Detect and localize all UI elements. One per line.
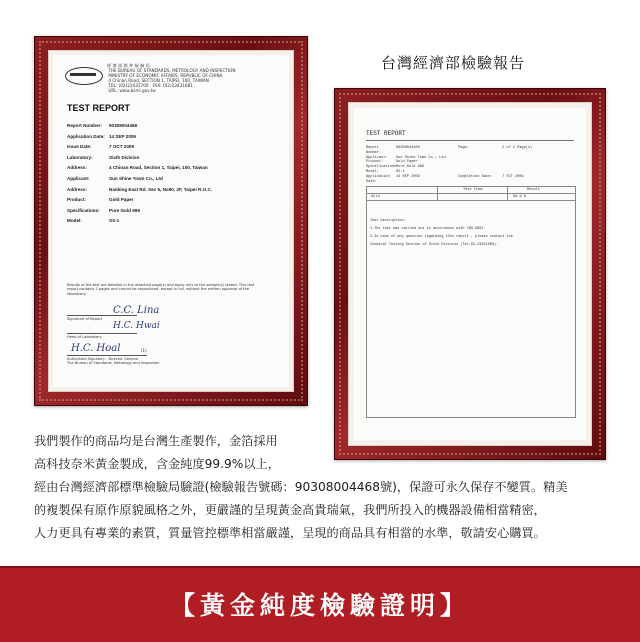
field-row — [67, 144, 267, 150]
agency-header — [65, 63, 279, 97]
field-key: Completion Date: — [458, 174, 493, 179]
field-key: Application Date: — [366, 174, 390, 184]
table-row — [367, 193, 575, 201]
field-value: Pure Gold 999 — [109, 207, 140, 213]
certificate-title: TEST REPORT — [366, 130, 406, 137]
test-description — [370, 217, 570, 249]
signature-caption: Authorized Signatory - Director General The Bureau of Standards, Metrology and Inspection — [67, 357, 160, 366]
header-cell: Test Item — [463, 188, 483, 192]
field-row — [67, 218, 267, 224]
field-value: 2 of 2 Page(s) — [502, 146, 533, 150]
field-value: SS-1 — [109, 218, 120, 224]
certificate-note: Results of the test are detailed in the attached page(s) and apply only to the sample(s) tested. This test report contains 2 pages and cannot be reproduced, except in full, without the written approval of the laboratory. — [67, 283, 255, 296]
field-key: Application Date: — [67, 133, 105, 139]
field-value: Sixth Division — [109, 154, 140, 160]
certificate-title: TEST REPORT — [67, 103, 131, 113]
description-line: 1.The test was carried out in accordance with CNS 9862. — [370, 227, 486, 231]
field-value: 90308004468 — [109, 123, 138, 128]
description-line: Test Description: — [370, 219, 406, 223]
field-value: 4 Chinan Road, Section 1, Taipei, 100, Taiwan — [109, 165, 208, 171]
field-key: Model: — [366, 169, 379, 174]
signature-line — [67, 315, 137, 316]
description-line: Chemical Testing Section of Sixth Division (Tel:02-23431809). — [370, 243, 499, 247]
field-key: Specifications: — [67, 207, 100, 213]
description-line: 我們製作的商品均是台灣生產製作，金箔採用 — [34, 434, 278, 448]
result-table — [366, 186, 576, 418]
field-row — [67, 187, 267, 193]
field-key: Model: — [67, 218, 82, 224]
field-value: 90308004468 — [396, 146, 420, 150]
left-certificate-paper — [53, 55, 289, 387]
field-row — [67, 134, 267, 140]
description-line: 的複製保有原作原貌風格之外，更嚴謹的呈現黃金高貴瑞氣，我們所投入的機器設備相當精密， — [34, 503, 546, 517]
field-key: Applicant: — [67, 175, 90, 181]
field-key: Applicant: — [366, 155, 388, 160]
bsmi-logo-icon — [65, 67, 103, 85]
field-value: 14 SEP 2009 — [396, 174, 420, 179]
field-value: SS-1 — [396, 169, 405, 174]
table-cell: Gold — [371, 194, 380, 199]
description-line: 2.In case of any question regarding this report , please contact the — [370, 235, 513, 239]
divider — [366, 140, 574, 141]
signature-caption: Signature of Report — [67, 317, 102, 321]
header-cell: Result — [527, 188, 540, 192]
right-certificate-paper — [354, 108, 586, 440]
field-key: Product: — [67, 197, 86, 203]
field-value: 14 SEP 2009 — [109, 133, 136, 139]
field-value: Nanking East Rd. Sec 5, No90, 2F, Taipei R.O.C. — [109, 186, 213, 192]
field-key: Report Number: — [67, 123, 102, 128]
signature-suffix: (1) — [141, 348, 147, 353]
field-row — [67, 176, 267, 182]
field-key: Product: — [366, 160, 384, 165]
field-row — [67, 155, 267, 161]
signature-line — [67, 333, 137, 334]
table-divider — [437, 187, 438, 200]
table-divider — [507, 187, 508, 200]
description-line: 經由台灣經濟部標準檢驗局驗證(檢驗報告號碼：90308004468號)，保證可永久保存不變質。精美 — [34, 480, 568, 494]
table-cell: 99.9 % — [513, 194, 526, 199]
field-row — [366, 175, 566, 185]
field-value: Gold Paper — [109, 197, 134, 203]
signature-director: H.C. Hoal — [71, 343, 121, 354]
signature-caption: Head of Laboratory — [67, 335, 102, 339]
field-value: 7 OCT 2009 — [109, 144, 135, 150]
field-key: Laboratory: — [67, 154, 93, 160]
left-certificate-frame — [34, 36, 308, 406]
field-key: Page: — [458, 146, 469, 150]
field-key: Specifications: — [366, 165, 399, 170]
field-value: Pure Gold 999 — [396, 165, 425, 170]
banner-title: 【黃金純度檢驗證明】 — [169, 591, 470, 620]
signature-line — [67, 355, 147, 356]
field-row — [366, 146, 566, 156]
product-description — [34, 430, 614, 545]
certificate-fields — [67, 123, 267, 229]
field-value: Gold Paper — [396, 160, 418, 165]
field-key: Address: — [67, 186, 87, 192]
field-key: Address: — [67, 165, 87, 171]
field-row — [67, 208, 267, 214]
description-line: 人力更具有專業的素質，質量管控標準相當嚴謹，呈現的商品具有相當的水準，敬請安心購買。 — [34, 526, 546, 540]
agency-text: 經 濟 部 標 準 檢 驗 局 THE BUREAU OF STANDARDS, METROLOGY AND INSPECTION MINISTRY OF ECONOMIC AFFAIRS, REPUBLIC OF CHINA 4 Chinan Road, SECTION 1, TAIPEI, 100, TAIWAN TEL: (02)23431700 FAX: (02)23431681 URL: www.bsmi.gov.tw — [107, 63, 236, 93]
field-row — [67, 165, 267, 171]
field-row — [67, 197, 267, 203]
signature-head: H.C. Hwai — [113, 321, 160, 331]
field-key: Issue Date: — [67, 144, 92, 150]
field-value: Sun Shine Town Co., Ltd — [109, 175, 163, 181]
certificate-fields — [366, 146, 566, 184]
right-certificate-frame — [334, 88, 606, 460]
field-value: Sun Shine Town Co., Ltd — [396, 155, 446, 160]
field-value: 7 OCT 2009 — [502, 174, 524, 179]
title-banner — [0, 566, 640, 642]
signature-report: C.C. Lina — [113, 305, 160, 316]
field-row — [67, 123, 267, 129]
description-line: 高科技奈米黃金製成，含金純度99.9%以上， — [34, 457, 280, 471]
right-certificate-heading: 台灣經濟部檢驗報告 — [381, 54, 526, 72]
field-key: Report Number: — [366, 146, 382, 155]
